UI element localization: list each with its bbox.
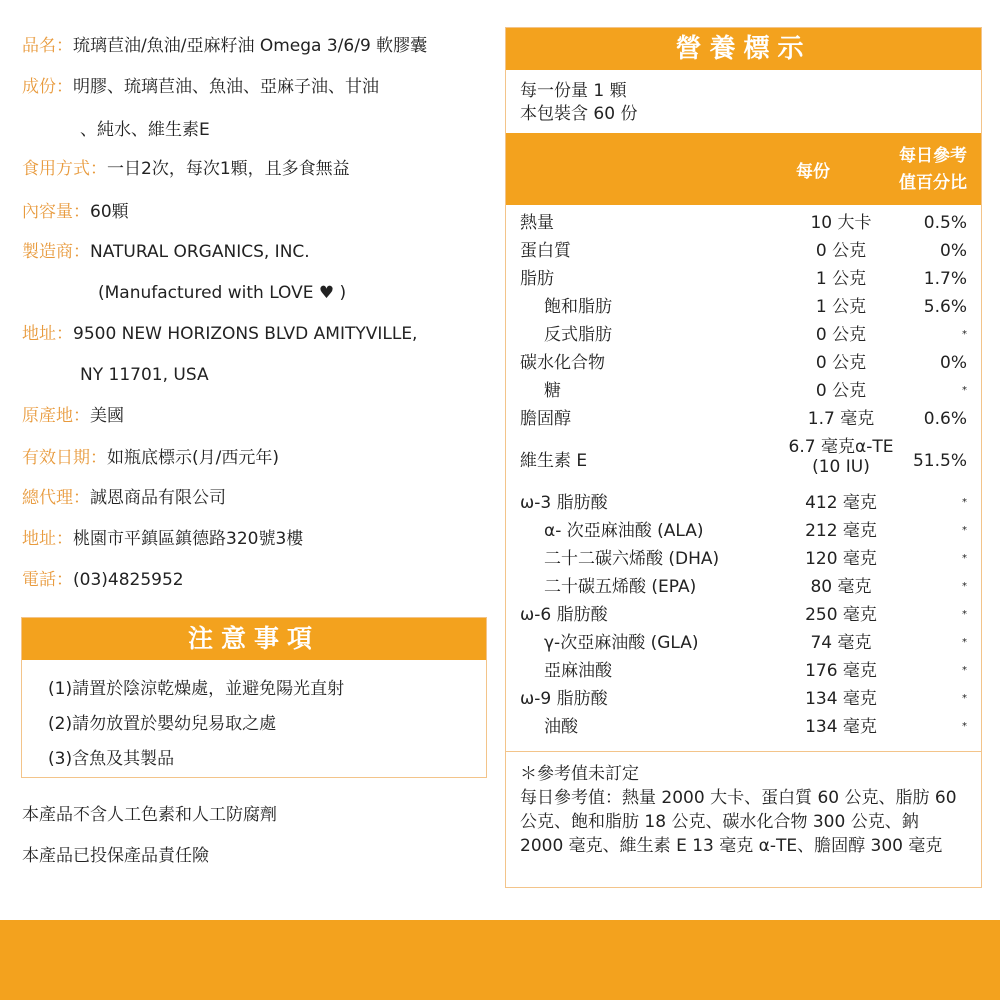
- nutrition-row: [506, 321, 981, 349]
- daily-value-header: [899, 143, 967, 197]
- info-row: [22, 157, 350, 181]
- nutrient-name: 亞麻油酸: [544, 661, 612, 681]
- caution-item: (1)請置於陰涼乾燥處，並避免陽光直射: [48, 679, 345, 699]
- nutrient-name: 糖: [544, 381, 561, 401]
- info-label: 總代理：: [22, 488, 90, 508]
- nutrient-amount: 80 毫克: [810, 577, 872, 597]
- nutrient-name: 反式脂肪: [544, 325, 612, 345]
- daily-value-percent: *: [962, 553, 967, 564]
- info-label: 製造商：: [22, 242, 90, 262]
- nutrient-name: 二十二碳六烯酸 (DHA): [544, 549, 720, 569]
- note-not-established: ＊參考值未訂定: [520, 764, 639, 784]
- daily-value-percent: 51.5%: [912, 451, 967, 471]
- info-value: (03)4825952: [73, 570, 184, 590]
- nutrition-facts-panel: [505, 27, 982, 888]
- caution-item: (3)含魚及其製品: [48, 749, 175, 769]
- info-label: 電話：: [22, 570, 73, 590]
- daily-value-percent: *: [962, 665, 967, 676]
- nutrient-amount: 74 毫克: [810, 633, 872, 653]
- footnote-no-additives: 本產品不含人工色素和人工防腐劑: [22, 805, 277, 825]
- info-value: NATURAL ORGANICS, INC.: [90, 242, 310, 262]
- info-row: [80, 118, 210, 142]
- nutrition-row: [506, 657, 981, 685]
- nutrition-row: [506, 405, 981, 433]
- nutrition-table: [506, 205, 981, 741]
- nutrition-row: [506, 685, 981, 713]
- servings-per-package: 本包裝含 60 份: [520, 104, 638, 124]
- info-label: 地址：: [22, 324, 73, 344]
- info-row: [22, 404, 124, 428]
- nutrition-row: [506, 629, 981, 657]
- nutrient-name: 維生素 E: [520, 451, 588, 471]
- nutrition-row: [506, 713, 981, 741]
- nutrient-amount: 134 毫克: [805, 717, 877, 737]
- daily-value-header-line1: 每日參考: [899, 146, 967, 166]
- info-row: [22, 446, 279, 470]
- info-value: 9500 NEW HORIZONS BLVD AMITYVILLE,: [73, 324, 418, 344]
- note-daily-reference: 每日參考值：熱量 2000 大卡、蛋白質 60 公克、脂肪 60 公克、飽和脂肪 18 公克、碳水化合物 300 公克、鈉 2000 毫克、維生素 E 13 毫克 α-TE、膽固醇 300 毫克: [520, 788, 957, 856]
- nutrient-amount: 212 毫克: [805, 521, 877, 541]
- daily-value-percent: *: [962, 525, 967, 536]
- nutrition-row: [506, 209, 981, 237]
- nutrition-row: [506, 601, 981, 629]
- info-row: [22, 527, 303, 551]
- info-value: 明膠、琉璃苣油、魚油、亞麻子油、甘油: [73, 77, 379, 97]
- nutrient-name: 油酸: [544, 717, 578, 737]
- daily-value-percent: 0.5%: [923, 213, 967, 233]
- info-label: 原產地：: [22, 406, 90, 426]
- daily-value-percent: *: [962, 609, 967, 620]
- info-value: 一日2次，每次1顆，且多食無益: [107, 159, 350, 179]
- serving-size: 每一份量 1 顆: [520, 81, 627, 101]
- info-value: 琉璃苣油/魚油/亞麻籽油 Omega 3/6/9 軟膠囊: [73, 36, 428, 56]
- nutrient-name: ω-6 脂肪酸: [520, 605, 608, 625]
- nutrient-amount-line2: (10 IU): [812, 457, 870, 477]
- nutrient-name: 膽固醇: [520, 409, 571, 429]
- nutrient-amount: 1.7 毫克: [807, 409, 875, 429]
- info-value: 60顆: [90, 202, 129, 222]
- info-label: 食用方式：: [22, 159, 107, 179]
- info-row: [22, 486, 226, 510]
- bottom-color-band: [0, 920, 1000, 1000]
- nutrition-row: [506, 265, 981, 293]
- caution-title: 注意事項: [22, 618, 486, 660]
- nutrient-name: γ-次亞麻油酸 (GLA): [544, 633, 699, 653]
- nutrition-row: [506, 237, 981, 265]
- nutrient-amount: 0 公克: [815, 381, 867, 401]
- info-label: 有效日期：: [22, 448, 107, 468]
- info-value: NY 11701, USA: [80, 365, 209, 385]
- nutrient-amount: 412 毫克: [805, 493, 877, 513]
- nutrition-row: [506, 377, 981, 405]
- daily-value-percent: 1.7%: [923, 269, 967, 289]
- info-value: 誠恩商品有限公司: [90, 488, 226, 508]
- daily-value-percent: 5.6%: [923, 297, 967, 317]
- nutrient-name: 蛋白質: [520, 241, 571, 261]
- info-row: [22, 75, 379, 99]
- nutrient-name: ω-3 脂肪酸: [520, 493, 608, 513]
- nutrition-note: [520, 762, 967, 858]
- divider: [506, 751, 981, 752]
- nutrition-row: [506, 517, 981, 545]
- info-value: 如瓶底標示(月/西元年): [107, 448, 279, 468]
- info-label: 品名：: [22, 36, 73, 56]
- info-row: [22, 200, 129, 224]
- info-row: [22, 568, 184, 592]
- nutrient-name: 飽和脂肪: [544, 297, 612, 317]
- info-value: 美國: [90, 406, 124, 426]
- daily-value-percent: *: [962, 693, 967, 704]
- daily-value-percent: *: [962, 581, 967, 592]
- nutrient-amount: 0 公克: [815, 353, 867, 373]
- daily-value-percent: 0%: [940, 241, 967, 261]
- per-serving-header: 每份: [796, 162, 830, 182]
- nutrition-title: 營養標示: [506, 28, 981, 70]
- info-value: 、純水、維生素E: [80, 120, 210, 140]
- nutrient-amount: 1 公克: [815, 297, 867, 317]
- info-label: 內容量：: [22, 202, 90, 222]
- nutrient-amount: 134 毫克: [805, 689, 877, 709]
- nutrient-amount: 176 毫克: [805, 661, 877, 681]
- nutrient-name: α- 次亞麻油酸 (ALA): [544, 521, 704, 541]
- nutrient-name: ω-9 脂肪酸: [520, 689, 608, 709]
- nutrition-row: [506, 293, 981, 321]
- nutrient-amount: 120 毫克: [805, 549, 877, 569]
- nutrient-amount-line1: 6.7 毫克α-TE: [788, 437, 894, 457]
- daily-value-percent: 0%: [940, 353, 967, 373]
- nutrient-name: 熱量: [520, 213, 554, 233]
- info-label: 成份：: [22, 77, 73, 97]
- daily-value-percent: *: [962, 721, 967, 732]
- nutrient-name: 脂肪: [520, 269, 554, 289]
- nutrient-amount: 1 公克: [815, 269, 867, 289]
- nutrient-name: 二十碳五烯酸 (EPA): [544, 577, 697, 597]
- info-value: 桃園市平鎮區鎮德路320號3樓: [73, 529, 304, 549]
- nutrition-row: [506, 489, 981, 517]
- nutrient-name: 碳水化合物: [520, 353, 605, 373]
- nutrient-amount: 0 公克: [815, 241, 867, 261]
- nutrition-row: [506, 545, 981, 573]
- daily-value-percent: 0.6%: [923, 409, 967, 429]
- info-row: [22, 34, 427, 58]
- daily-value-header-line2: 值百分比: [899, 173, 967, 193]
- footnote-insurance: 本產品已投保產品責任險: [22, 846, 209, 866]
- caution-box: [21, 617, 487, 778]
- nutrition-row: [506, 573, 981, 601]
- daily-value-percent: *: [962, 637, 967, 648]
- caution-list: [22, 660, 486, 777]
- info-row: [22, 322, 417, 346]
- nutrient-amount: [756, 437, 926, 477]
- info-row: [22, 240, 310, 264]
- nutrient-amount: 250 毫克: [805, 605, 877, 625]
- daily-value-percent: *: [962, 385, 967, 396]
- serving-info: [506, 70, 981, 133]
- caution-item: (2)請勿放置於嬰幼兒易取之處: [48, 714, 277, 734]
- nutrition-column-header: [506, 133, 981, 205]
- nutrition-row: [506, 433, 981, 489]
- nutrient-amount: 0 公克: [815, 325, 867, 345]
- nutrition-row: [506, 349, 981, 377]
- info-row: [98, 281, 346, 305]
- daily-value-percent: *: [962, 497, 967, 508]
- info-label: 地址：: [22, 529, 73, 549]
- nutrient-amount: 10 大卡: [810, 213, 872, 233]
- info-value: (Manufactured with LOVE ♥ ): [98, 283, 347, 303]
- info-row: [80, 363, 209, 387]
- daily-value-percent: *: [962, 329, 967, 340]
